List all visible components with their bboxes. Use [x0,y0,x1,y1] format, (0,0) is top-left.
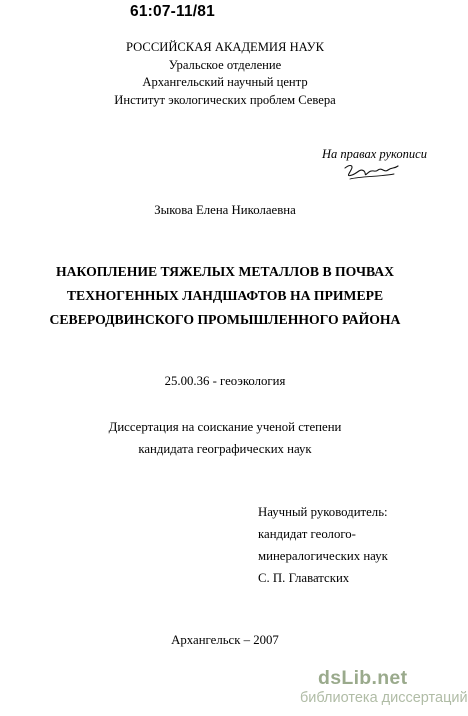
supervisor-heading: Научный руководитель: [258,505,388,519]
supervisor-degree-2: минералогических наук [258,549,388,563]
supervisor-block [258,501,388,589]
city-year: Архангельск – 2007 [171,633,279,647]
handwritten-signature [342,160,402,182]
dissertation-degree [0,416,450,460]
watermark-logo: dsLib.net [318,667,408,689]
title-line-2: ТЕХНОГЕННЫХ ЛАНДШАФТОВ НА ПРИМЕРЕ [66,288,384,303]
organization-center: Архангельский научный центр [142,75,308,89]
organization-block [0,39,450,109]
title-line-3: СЕВЕРОДВИНСКОГО ПРОМЫШЛЕННОГО РАЙОНА [49,312,401,327]
dissertation-title [0,260,450,332]
organization-academy: РОССИЙСКАЯ АКАДЕМИЯ НАУК [126,40,324,54]
organization-institute: Институт экологических проблем Севера [114,92,336,107]
title-line-1: НАКОПЛЕНИЕ ТЯЖЕЛЫХ МЕТАЛЛОВ В ПОЧВАХ [55,264,395,279]
watermark-subtitle: библиотека диссертаций [300,690,468,706]
supervisor-name: С. П. Главатских [258,571,350,585]
organization-branch: Уральское отделение [168,57,282,72]
specialty-code: 25.00.36 - геоэкология [164,374,286,388]
degree-line-1: Диссертация на соискание ученой степени [108,420,342,434]
supervisor-degree-1: кандидат геолого- [258,527,356,541]
degree-line-2: кандидата географических наук [138,442,312,456]
author-name: Зыкова Елена Николаевна [154,203,296,217]
archive-code: 61:07-11/81 [130,3,215,20]
rights-note: На правах рукописи [322,147,427,161]
